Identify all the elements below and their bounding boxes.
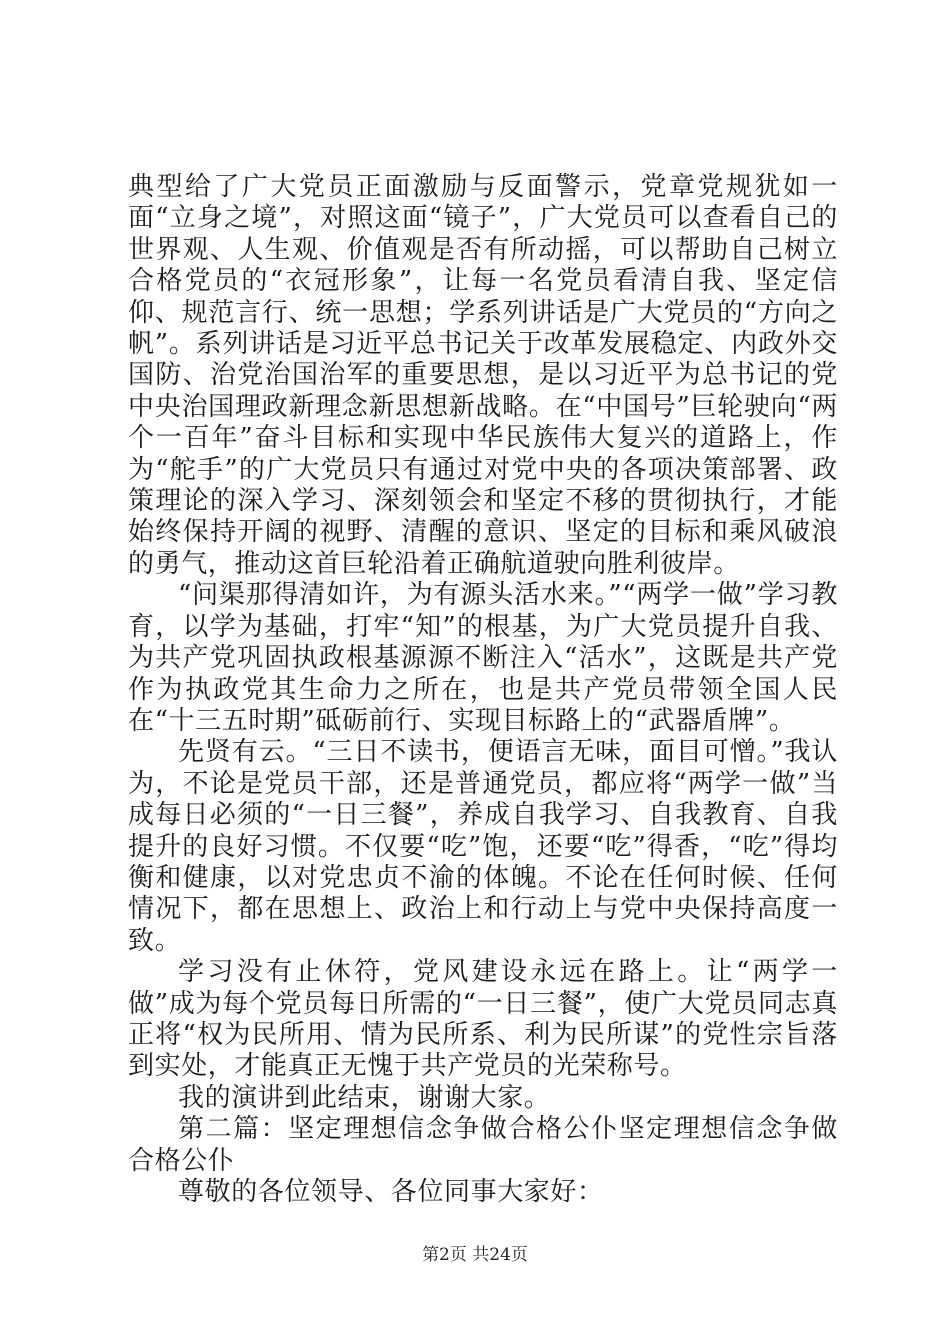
paragraph-greeting: 尊敬的各位领导、各位同事大家好：	[178, 1177, 604, 1207]
section-heading-part-two: 第二篇：坚定理想信念争做合格公仆坚定理想信念争做合格公仆	[128, 1114, 838, 1176]
paragraph-quote-living-water: “问渠那得清如许，为有源头活水来。”“两学一做”学习教育，以学为基础，打牢“知”的根基，为广大党员提升自我、为共产党巩固执政根基源源不断注入“活水”，这既是共产党作为执政党其生命力之所在，也是共产党员带领全国人民在“十三五时期”砥砺前行、实现目标路上的“武器盾牌”。	[128, 580, 838, 736]
paragraph-three-meals: 先贤有云。“三日不读书，便语言无味，面目可憎。”我认为，不论是党员干部，还是普通党员，都应将“两学一做”当成每日必须的“一日三餐”，养成自我学习、自我教育、自我提升的良好习惯。不仅要“吃”饱，还要“吃”得香，“吃”得均衡和健康，以对党忠贞不渝的体魄。不论在任何时候、任何情况下，都在思想上、政治上和行动上与党中央保持高度一致。	[128, 737, 838, 956]
paragraph-party-style: 学习没有止休符，党风建设永远在路上。让“两学一做”成为每个党员每日所需的“一日三餐”，使广大党员同志真正将“权为民所用、情为民所系、利为民所谋”的党性宗旨落到实处，才能真正无愧于共产党员的光荣称号。	[128, 957, 838, 1082]
document-body	[128, 172, 838, 1208]
paragraph-continuation: 典型给了广大党员正面激励与反面警示，党章党规犹如一面“立身之境”，对照这面“镜子”，广大党员可以查看自己的世界观、人生观、价值观是否有所动摇，可以帮助自己树立合格党员的“衣冠形象”，让每一名党员看清自我、坚定信仰、规范言行、统一思想；学系列讲话是广大党员的“方向之帆”。系列讲话是习近平总书记关于改革发展稳定、内政外交国防、治党治国治军的重要思想，是以习近平为总书记的党中央治国理政新理念新思想新战略。在“中国号”巨轮驶向“两个一百年”奋斗目标和实现中华民族伟大复兴的道路上，作为“舵手”的广大党员只有通过对党中央的各项决策部署、政策理论的深入学习、深刻领会和坚定不移的贯彻执行，才能始终保持开阔的视野、清醒的意识、坚定的目标和乘风破浪的勇气，推动这首巨轮沿着正确航道驶向胜利彼岸。	[128, 172, 838, 579]
paragraph-closing: 我的演讲到此结束，谢谢大家。	[178, 1082, 551, 1113]
page-number-footer: 第2页 共24页	[422, 1245, 528, 1265]
